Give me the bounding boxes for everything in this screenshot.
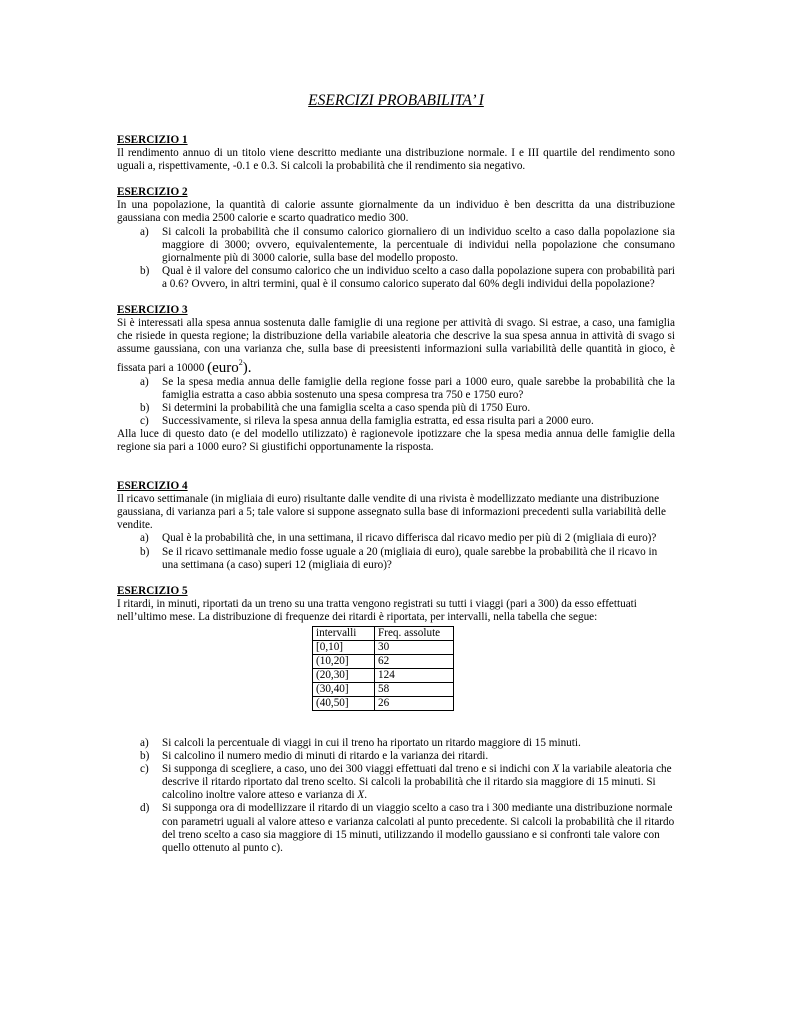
item-label: b) [140,264,150,277]
item-label: a) [140,225,149,238]
table-cell: 26 [375,697,454,711]
table-header-row [313,627,454,641]
exercise-2-questions [117,226,675,291]
table-row [313,669,454,683]
list-item [117,376,675,402]
table-header-cell: Freq. assolute [375,627,454,641]
list-item [117,402,675,415]
item-text: Qual è la probabilità che, in una settimana, il ricavo differisca dal ricavo medio per più di 2 (migliaia di euro)? [162,532,657,545]
item-label: a) [140,737,149,749]
item-text: Si calcoli la percentuale di viaggi in cui il treno ha riportato un ritardo maggiore di 15 minuti. [162,737,581,749]
item-text: Si determini la probabilità che una famiglia scelta a caso spenda più di 1750 Euro. [162,401,531,414]
exercise-5-questions [117,737,675,855]
variable-x-end: X [357,789,365,802]
item-label: b) [140,750,150,763]
exercise-3-questions [117,376,675,428]
exercise-5-text: I ritardi, in minuti, riportati da un treno su una tratta vengono registrati su tutti i viaggi (pari a 300) da esso effettuati nell’ultimo mese. La distribuzione di frequenze dei ritardi è riportata, per intervalli, nella tabella che segue: [117,597,637,623]
table-cell: 124 [375,669,454,683]
item-label: c) [140,763,149,776]
exercise-4-heading: ESERCIZIO 4 [117,480,188,493]
item-label: d) [140,802,150,815]
table-cell: (20,30] [313,669,375,683]
exercise-3 [117,304,675,454]
list-item [117,750,675,763]
list-item [117,265,675,291]
item-text: Successivamente, si rileva la spesa annua della famiglia estratta, ed essa risulta pari a 2000 euro. [162,414,594,427]
exercise-2-heading: ESERCIZIO 2 [117,186,188,199]
table-cell: (10,20] [313,655,375,669]
list-item [117,532,675,545]
item-text: Se la spesa media annua delle famiglie della regione fosse pari a 1000 euro, quale sarebbe la probabilità che la famiglia estratta a caso abbia sostenuto una spesa compresa tra 750 e 1750 euro? [162,375,675,401]
variance-unit: euro [212,360,239,377]
exercise-3-text [117,317,675,375]
item-label: b) [140,401,150,414]
list-item [117,737,675,750]
exercise-2 [117,186,675,291]
exercise-5-heading: ESERCIZIO 5 [117,584,188,597]
table-cell: [0,10] [313,641,375,655]
table-cell: 58 [375,683,454,697]
item-label: c) [140,414,149,427]
document-page [117,92,675,855]
item-text: Si calcolino il numero medio di minuti di ritardo e la varianza dei ritardi. [162,750,489,763]
table-cell: (30,40] [313,683,375,697]
table-row [313,655,454,669]
table-cell: (40,50] [313,697,375,711]
exercise-4-text: Il ricavo settimanale (in migliaia di euro) risultante dalle vendite di una rivista è modellizzato mediante una distribuzione gaussiana, di varianza pari a 5; tale valore si suppone assegnato sulla base di informazioni precedenti sulla variabilità delle vendite. [117,493,666,532]
list-item [117,802,675,854]
item-text: Qual è il valore del consumo calorico che un individuo scelto a caso dalla popolazione supera con probabilità pari a 0.6? Ovvero, in altri termini, qual è il consumo calorico superato dal 60% degli individui della popolazione? [162,264,675,290]
item-label: b) [140,545,150,558]
frequency-table [312,626,454,711]
variance-exponent: 2 [238,358,243,368]
exercise-2-text: In una popolazione, la quantità di calorie assunte giornalmente da un individuo è ben descritta da una distribuzione gaussiana con media 2500 calorie e scarto quadratico medio 300. [117,199,675,225]
list-item [117,763,675,802]
item-text-3: . [364,789,368,802]
item-text-1: Si supponga di scegliere, a caso, uno dei 300 viaggi effettuati dal treno e si indichi con [162,763,553,776]
list-item [117,546,675,572]
item-text: Se il ricavo settimanale medio fosse uguale a 20 (migliaia di euro), quale sarebbe la probabilità che il ricavo in una settimana (a caso) superi 12 (migliaia di euro)? [162,545,658,571]
exercise-1 [117,134,675,173]
variance-formula: (euro$^2$). [207,358,252,377]
exercise-4 [117,480,675,572]
list-item [117,415,675,428]
exercise-3-closing: Alla luce di questo dato (e del modello utilizzato) è ragionevole ipotizzare che la spesa media annua delle famiglie della regione sia pari a 1000 euro? Si giustifichi opportunamente la risposta. [117,427,675,453]
table-cell: 30 [375,641,454,655]
variable-x: X [552,763,560,776]
table-row [313,641,454,655]
exercise-1-text: Il rendimento annuo di un titolo viene descritto mediante una distribuzione normale. I e III quartile del rendimento sono uguali a, rispettivamente, -0.1 e 0.3. Si calcoli la probabilità che il rendimento sia negativo. [117,147,675,173]
item-label: a) [140,375,149,388]
exercise-5 [117,585,675,855]
exercise-4-questions [117,532,675,571]
table-header-cell: intervalli [313,627,375,641]
list-item [117,226,675,265]
exercise-1-heading: ESERCIZIO 1 [117,134,188,146]
item-text: Si calcoli la probabilità che il consumo calorico giornaliero di un individuo scelto a caso dalla popolazione sia maggiore di 3000; ovvero, equivalentemente, la percentuale di individui nella popolazione che consumano giornalmente più di 3000 calorie, sulla base del modello proposto. [162,225,675,264]
table-row [313,697,454,711]
table-cell: 62 [375,655,454,669]
item-label: a) [140,532,149,545]
document-title: ESERCIZI PROBABILITA’ I [308,92,484,109]
exercise-3-body: Si è interessati alla spesa annua sostenuta dalle famiglie di una regione per attività di svago. Si estrae, a caso, una famiglia che risiede in questa regione; la distribuzione della variabile aleatoria che descrive la sua spesa annua in attività di svago si assume gaussiana, con una varianza che, sulla base di preesistenti informazioni sulla variabilità delle quantità in gioco, è fissata pari a 10000 [117,317,675,375]
table-row [313,683,454,697]
item-text: Si supponga ora di modellizzare il ritardo di un viaggio scelto a caso tra i 300 mediante una distribuzione normale con parametri uguali al valore atteso e varianza calcolati al punto precedente. Si calcoli la probabilità che il ritardo del treno scelto a caso sia maggiore di 15 minuti, utilizzando il modello gaussiano e si confronti tale valore con quello ottenuto al punto c). [162,802,675,854]
item-text-2: la variabile aleatoria che descrive il ritardo riportato dal treno scelto. Si calcoli la probabilità che il ritardo sia maggiore di 15 minuti. Si calcolino inoltre valore atteso e varianza di [162,763,672,802]
exercise-3-heading: ESERCIZIO 3 [117,304,188,317]
